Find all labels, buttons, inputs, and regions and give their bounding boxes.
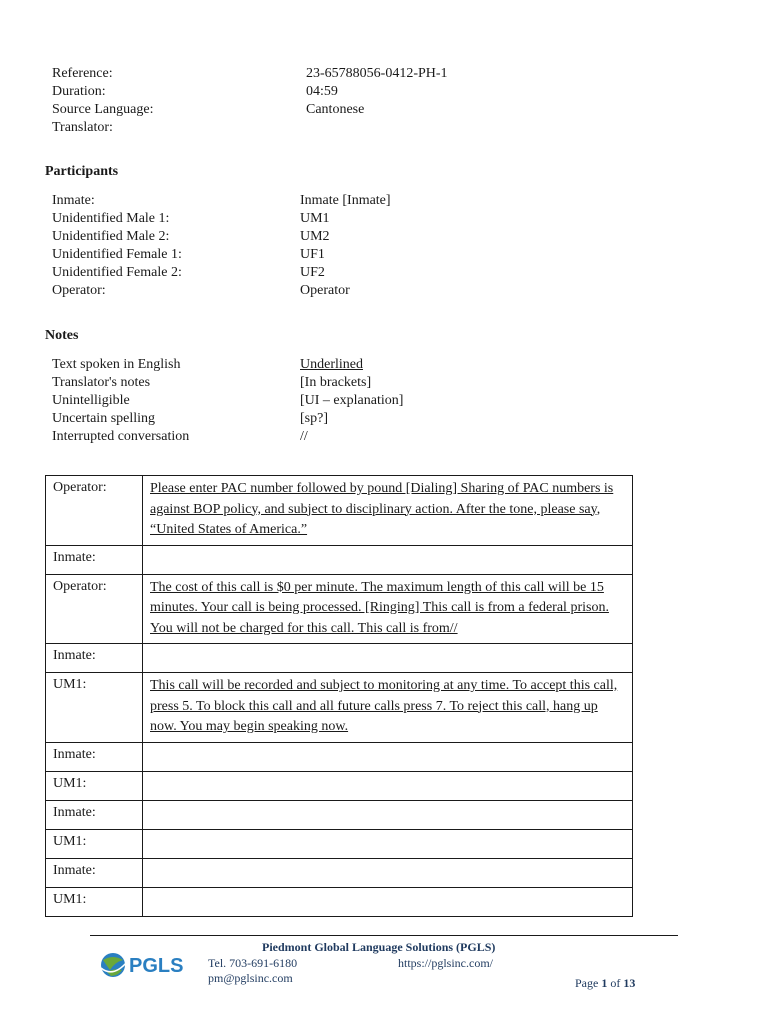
transcript-row	[46, 858, 633, 887]
meta-row-source-language	[52, 101, 448, 119]
note-label: Uncertain spelling	[52, 411, 156, 426]
pgls-logo	[98, 948, 190, 982]
notes-heading: Notes	[45, 328, 79, 343]
meta-label: Translator:	[52, 120, 113, 135]
transcript-row	[46, 887, 633, 916]
note-row	[52, 428, 403, 446]
transcript-row	[46, 545, 633, 574]
meta-value: Cantonese	[306, 102, 365, 117]
utterance-text: The cost of this call is $0 per minute. The maximum length of this call will be 15 minutes. Your call is being processed. [Ringing] This call is from a federal prison. You will not be charged for this call. This call is from//	[150, 579, 609, 636]
utterance-cell	[143, 545, 633, 574]
note-row	[52, 410, 403, 428]
speaker-cell: UM1:	[46, 673, 143, 743]
note-row	[52, 356, 403, 374]
footer-divider	[90, 935, 678, 936]
footer-company-name: Piedmont Global Language Solutions (PGLS)	[262, 940, 496, 954]
footer-email-link[interactable]: pm@pglsinc.com	[208, 971, 293, 985]
transcript-row	[46, 644, 633, 673]
logo-wordmark: PGLS	[129, 955, 184, 977]
speaker-cell: Operator:	[46, 476, 143, 546]
participants-heading: Participants	[45, 164, 119, 179]
speaker-cell: UM1:	[46, 829, 143, 858]
participant-row	[52, 228, 391, 246]
participant-row	[52, 282, 391, 300]
note-value: [sp?]	[300, 411, 328, 426]
participant-value: Inmate [Inmate]	[300, 193, 391, 208]
page-current: 1	[601, 976, 608, 990]
utterance-cell	[143, 771, 633, 800]
transcript-row	[46, 673, 633, 743]
meta-label: Reference:	[52, 66, 113, 81]
participant-label: Unidentified Male 1:	[52, 211, 170, 226]
meta-label: Duration:	[52, 84, 106, 99]
participant-value: Operator	[300, 283, 350, 298]
utterance-cell	[143, 476, 633, 546]
notes-list	[52, 356, 403, 446]
utterance-cell	[143, 742, 633, 771]
meta-value: 04:59	[306, 84, 338, 99]
participant-label: Operator:	[52, 283, 106, 298]
speaker-cell: Inmate:	[46, 800, 143, 829]
utterance-text: This call will be recorded and subject to monitoring at any time. To accept this call, press 5. To block this call and all future calls press 7. To reject this call, hang up now. You may begin speaking now.	[150, 678, 618, 734]
participant-label: Inmate:	[52, 193, 95, 208]
utterance-cell	[143, 574, 633, 644]
participant-value: UM1	[300, 211, 330, 226]
footer-telephone: Tel. 703-691-6180	[208, 956, 298, 970]
note-value: [In brackets]	[300, 375, 372, 390]
participant-row	[52, 246, 391, 264]
meta-row-duration	[52, 83, 448, 101]
page-word: Page	[575, 976, 599, 990]
participant-value: UM2	[300, 229, 330, 244]
speaker-cell: Inmate:	[46, 545, 143, 574]
note-label: Unintelligible	[52, 393, 130, 408]
participant-row	[52, 210, 391, 228]
utterance-cell	[143, 887, 633, 916]
reference-block	[52, 65, 448, 137]
utterance-cell	[143, 858, 633, 887]
speaker-cell: UM1:	[46, 887, 143, 916]
transcript-table	[45, 475, 633, 917]
participant-row	[52, 192, 391, 210]
meta-row-reference	[52, 65, 448, 83]
participant-row	[52, 264, 391, 282]
transcript-row	[46, 476, 633, 546]
note-value: [UI – explanation]	[300, 393, 404, 408]
transcript-row	[46, 742, 633, 771]
speaker-cell: Inmate:	[46, 858, 143, 887]
utterance-cell	[143, 673, 633, 743]
page-of: of	[610, 976, 621, 990]
note-row	[52, 374, 403, 392]
participant-label: Unidentified Female 1:	[52, 247, 182, 262]
utterance-cell	[143, 829, 633, 858]
speaker-cell: Operator:	[46, 574, 143, 644]
transcript-row	[46, 771, 633, 800]
footer-website-link[interactable]: https://pglsinc.com/	[398, 956, 493, 970]
transcript-row	[46, 829, 633, 858]
note-label: Text spoken in English	[52, 357, 181, 372]
globe-icon	[101, 953, 127, 977]
participant-value: UF2	[300, 265, 325, 280]
note-row	[52, 392, 403, 410]
page-total: 13	[623, 976, 636, 990]
page-number	[575, 976, 635, 991]
utterance-cell	[143, 800, 633, 829]
meta-row-translator	[52, 119, 448, 137]
participants-list	[52, 192, 391, 300]
meta-label: Source Language:	[52, 102, 154, 117]
meta-value: 23-65788056-0412-PH-1	[306, 66, 448, 81]
note-value: Underlined	[300, 357, 363, 372]
participant-label: Unidentified Female 2:	[52, 265, 182, 280]
speaker-cell: Inmate:	[46, 644, 143, 673]
note-label: Interrupted conversation	[52, 429, 190, 444]
transcript-row	[46, 574, 633, 644]
note-label: Translator's notes	[52, 375, 151, 390]
speaker-cell: UM1:	[46, 771, 143, 800]
participant-value: UF1	[300, 247, 325, 262]
participant-label: Unidentified Male 2:	[52, 229, 170, 244]
speaker-cell: Inmate:	[46, 742, 143, 771]
transcript-row	[46, 800, 633, 829]
note-value: //	[300, 429, 308, 444]
utterance-text: Please enter PAC number followed by pound [Dialing] Sharing of PAC numbers is against BOP policy, and subject to disciplinary action. After the tone, please say, “United States of America.”	[150, 481, 614, 537]
utterance-cell	[143, 644, 633, 673]
